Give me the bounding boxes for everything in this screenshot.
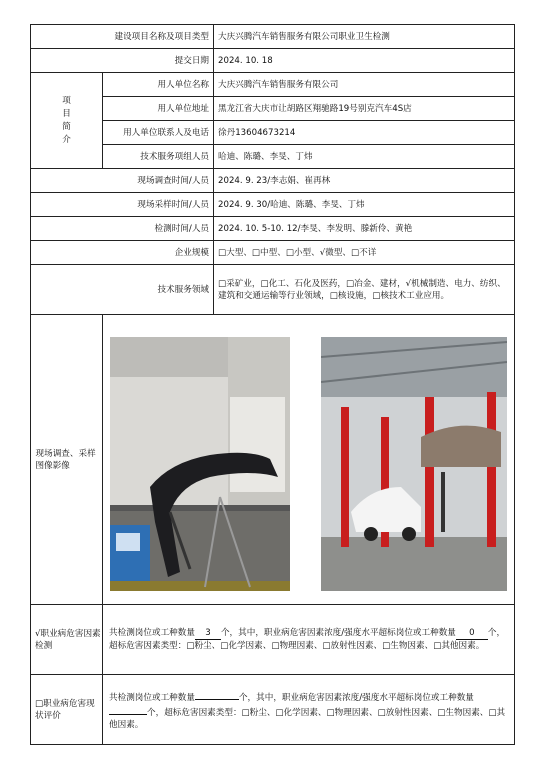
employer-address-value: 黑龙江省大庆市让胡路区翔驰路19号别克汽车4S店	[214, 97, 515, 121]
project-name-value: 大庆兴腾汽车销售服务有限公司职业卫生检测	[214, 25, 515, 49]
evaluation-text: 共检测岗位或工种数量 个，其中，职业病危害因素浓度/强度水平超标岗位或工种数量个，超标危害因素类型：□粉尘、□化学因素、□物理因素、□放射性因素、□生物因素、□其他因素。	[103, 675, 515, 745]
survey-label: 现场调查时间/人员	[31, 169, 214, 193]
detection-text: 共检测岗位或工种数量 3 个，其中，职业病危害因素浓度/强度水平超标岗位或工种数量 0 个，超标危害因素类型：□粉尘、□化学因素、□物理因素、□放射性因素、□生物因素、□其他因素。	[103, 605, 515, 675]
contact-label: 用人单位联系人及电话	[103, 121, 214, 145]
project-intro-side-label: 项目简介	[31, 73, 103, 169]
submit-date-value: 2024. 10. 18	[214, 49, 515, 73]
contact-value: 徐丹13604673214	[214, 121, 515, 145]
testing-value: 2024. 10. 5-10. 12/李旻、李发明、滕新伶、黄艳	[214, 217, 515, 241]
service-domain-value: □采矿业，□化工、石化及医药，□冶金、建材，√机械制造、电力、纺织、建筑和交通运输等行业领域，□核设施，□核技术工业应用。	[214, 265, 515, 315]
detection-label: √职业病危害因素检测	[31, 605, 103, 675]
sampling-label: 现场采样时间/人员	[31, 193, 214, 217]
sampling-value: 2024. 9. 30/哈迪、陈璐、李旻、丁炜	[214, 193, 515, 217]
tech-staff-value: 哈迪、陈璐、李旻、丁炜	[214, 145, 515, 169]
employer-name-value: 大庆兴腾汽车销售服务有限公司	[214, 73, 515, 97]
scale-value: □大型、□中型、□小型、√微型、□不详	[214, 241, 515, 265]
photo-section-label: 现场调查、采样图像影像	[31, 315, 103, 605]
project-name-label: 建设项目名称及项目类型	[31, 25, 214, 49]
project-info-form	[30, 24, 515, 745]
evaluation-blank-b	[109, 704, 147, 715]
employer-name-label: 用人单位名称	[103, 73, 214, 97]
survey-value: 2024. 9. 23/李志娟、崔再林	[214, 169, 515, 193]
evaluation-blank-a	[195, 689, 239, 700]
detection-count-a: 3	[195, 627, 221, 640]
submit-date-label: 提交日期	[31, 49, 214, 73]
tech-staff-label: 技术服务项组人员	[103, 145, 214, 169]
site-photo-car-lift	[321, 337, 507, 591]
evaluation-label: □职业病危害现状评价	[31, 675, 103, 745]
site-photo-bumper	[110, 337, 290, 591]
photo-area	[103, 315, 515, 605]
detection-count-b: 0	[456, 627, 488, 640]
scale-label: 企业规模	[31, 241, 214, 265]
employer-address-label: 用人单位地址	[103, 97, 214, 121]
service-domain-label: 技术服务领域	[31, 265, 214, 315]
testing-label: 检测时间/人员	[31, 217, 214, 241]
